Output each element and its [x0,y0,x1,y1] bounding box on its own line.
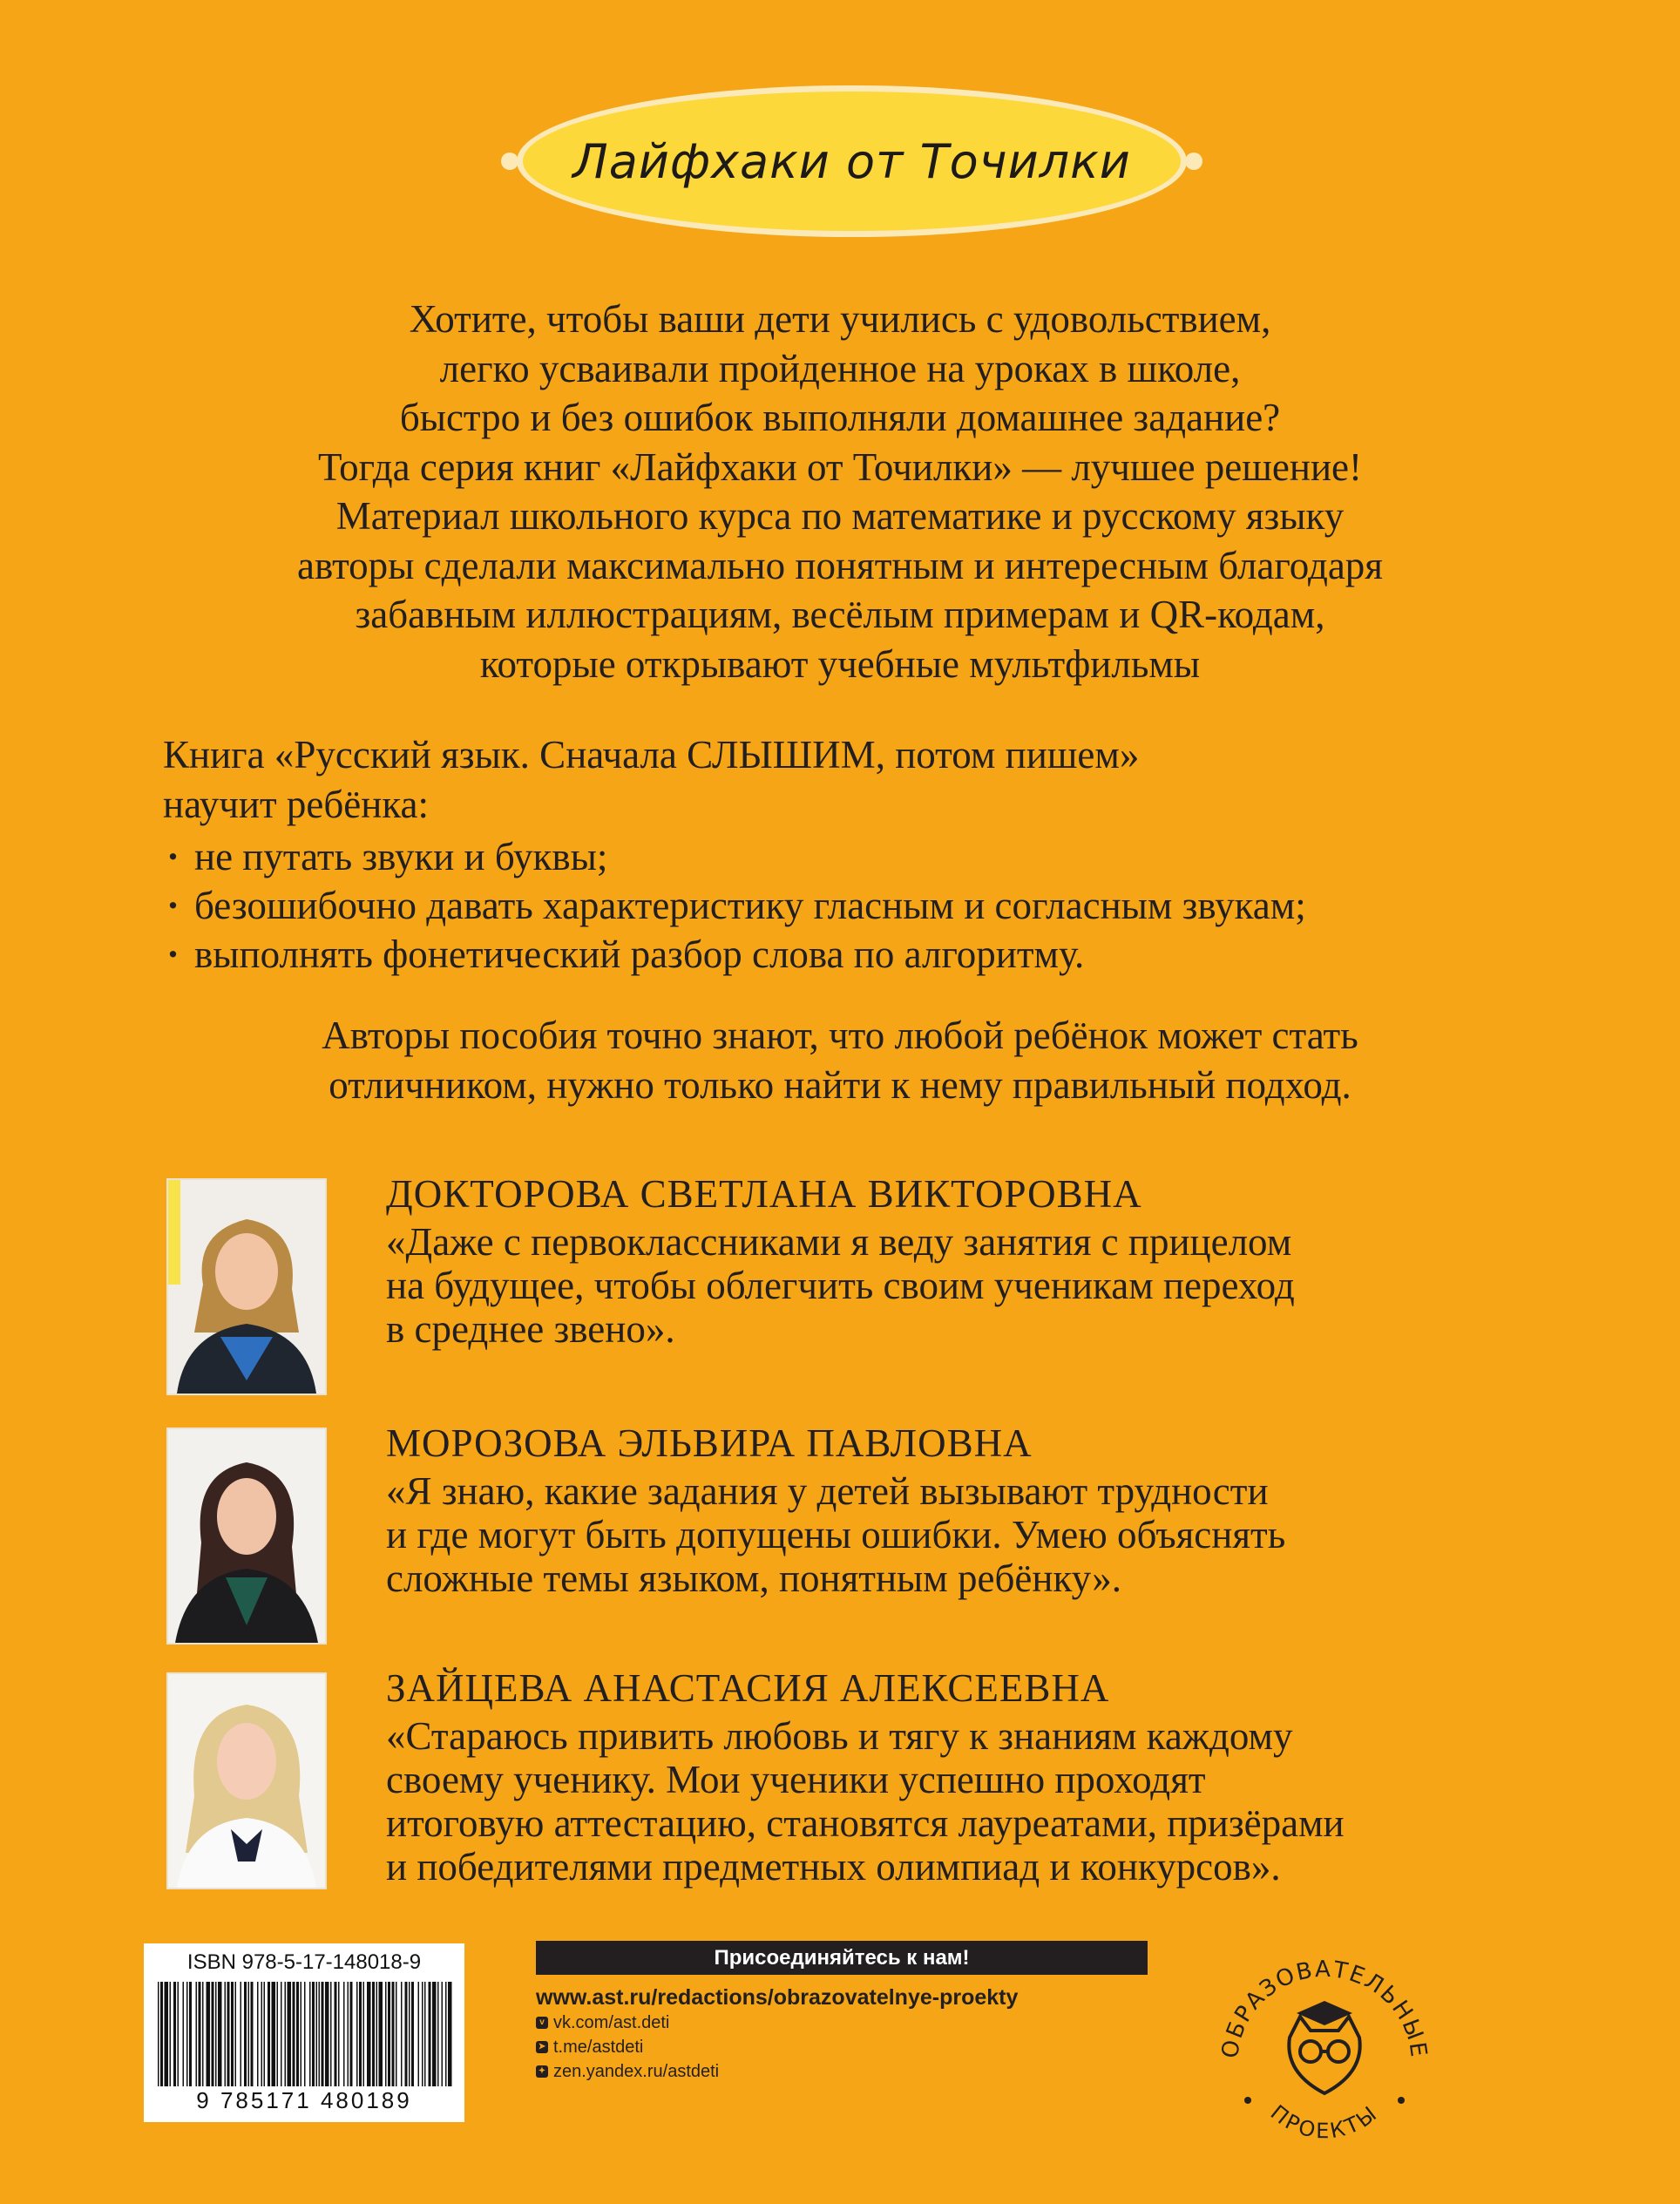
author-quote-line: и победителями предметных олимпиад и конкурсов». [386,1845,1281,1889]
barcode-bar [288,1982,292,2086]
skills-list-item: · безошибочно давать характеристику гласным и согласным звукам; [163,881,1306,930]
barcode-bar [429,1982,431,2086]
author-quote [386,1714,1345,1889]
barcode-bar [178,1982,180,2086]
intro-line: которые открывают учебные мультфильмы [479,641,1201,686]
author-quote-line: сложные темы языком, понятным ребёнку». [386,1556,1122,1600]
barcode-bar [173,1982,176,2086]
author-quote-line: на будущее, чтобы облегчить своим ученикам переход [386,1264,1295,1307]
author-quote-line: и где могут быть допущены ошибки. Умею объяснять [386,1513,1286,1556]
barcode-bar [348,1982,349,2086]
barcode-bar [212,1982,214,2086]
logo-bottom-text: ПРОЕКТЫ [1265,2099,1384,2144]
barcode-bar [261,1982,263,2086]
social-link-text: zen.yandex.ru/astdeti [553,2061,720,2081]
barcode-bar [437,1982,439,2086]
social-link-text: t.me/astdeti [553,2037,644,2057]
barcode-bar [418,1982,420,2086]
author-quote [386,1469,1285,1600]
author-entry [168,1421,1562,1643]
barcode-bar [322,1982,324,2086]
barcode-bar [325,1982,329,2086]
barcode-bar [293,1982,295,2086]
social-link-zen[interactable] [536,2059,1148,2084]
author-photo [168,1429,325,1643]
telegram-icon: ➤ [536,2041,548,2053]
barcode-bar [432,1982,437,2086]
book-description [163,730,1139,829]
barcode-bar [281,1982,282,2086]
author-entry [168,1172,1562,1394]
barcode-bar [248,1982,250,2086]
barcode-bar [343,1982,345,2086]
barcode-bar [356,1982,358,2086]
author-entry [168,1666,1562,1889]
barcode-bar [196,1982,198,2086]
barcode-bar [335,1982,337,2086]
intro-paragraph [131,295,1549,688]
barcode-bar [309,1982,311,2086]
author-name: ДОКТОРОВА СВЕТЛАНА ВИКТОРОВНА [386,1172,1142,1216]
educational-projects-logo [1202,1933,1446,2177]
barcode-bar [218,1982,222,2086]
barcode-bar [251,1982,254,2086]
vk-icon: v [536,2017,548,2029]
author-quote [386,1220,1295,1351]
author-portrait [168,1429,325,1643]
social-link-text: vk.com/ast.deti [553,2012,670,2032]
intro-line: Хотите, чтобы ваши дети учились с удовольствием, [409,297,1271,341]
barcode-bar [301,1982,302,2086]
isbn-barcode-box [144,1943,464,2122]
barcode-bar [359,1982,362,2086]
barcode-bar [367,1982,371,2086]
skills-list-item: · выполнять фонетический разбор слова по алгоритму. [163,930,1306,979]
barcode-bar [231,1982,234,2086]
series-title: Лайфхаки от Точилки [572,133,1131,189]
author-quote-line: «Стараюсь привить любовь и тягу к знаниям каждому [386,1714,1293,1758]
barcode-bar [170,1982,172,2086]
intro-line: Материал школьного курса по математике и русскому языку [335,494,1345,538]
skills-list-item: · не путать звуки и буквы; [163,832,1306,881]
barcode-bar [183,1982,185,2086]
barcode-bar [338,1982,340,2086]
barcode-bar [257,1982,259,2086]
book-title-line: Книга «Русский язык. Сначала СЛЫШИМ, потом пишем» [163,733,1140,776]
barcode-bar [296,1982,299,2086]
barcode-bar [207,1982,211,2086]
barcode-bar [319,1982,321,2086]
barcode-number: 9 785171 480189 [196,2087,412,2113]
barcode-bar [240,1982,242,2086]
barcode-bar [189,1982,192,2086]
barcode-bar [268,1982,270,2086]
barcode-bar [376,1982,378,2086]
barcode-bar [272,1982,276,2086]
isbn-label: ISBN 978-5-17-148018-9 [186,1950,422,1974]
author-quote-line: «Даже с первоклассниками я веду занятия с прицелом [386,1220,1292,1264]
barcode-bar [385,1982,387,2086]
barcode-bar [442,1982,444,2086]
barcode-bar [363,1982,365,2086]
barcode-bar [396,1982,397,2086]
social-links-block [536,1941,1148,2084]
zen-icon: ✦ [536,2065,548,2078]
conclusion-paragraph [131,1011,1549,1109]
barcode-bar [264,1982,266,2086]
author-quote-line: своему ученику. Мои ученики успешно проходят [386,1758,1206,1801]
barcode-bar [165,1982,169,2086]
barcode-bar [225,1982,227,2086]
decorative-dot-right [1185,153,1202,170]
barcode-bar [409,1982,410,2086]
barcode-bar [330,1982,332,2086]
author-quote-line: «Я знаю, какие задания у детей вызывают трудности [386,1469,1269,1513]
barcode-bar [405,1982,408,2086]
barcode-bar [304,1982,306,2086]
barcode-bar [285,1982,287,2086]
social-link-telegram[interactable] [536,2035,1148,2059]
social-link-vk[interactable] [536,2011,1148,2035]
author-name: ЗАЙЦЕВА АНАСТАСИЯ АЛЕКСЕЕВНА [386,1666,1110,1710]
barcode-bar [445,1982,447,2086]
conclusion-line: отличником, нужно только найти к нему правильный подход. [329,1062,1351,1107]
barcode-bar [160,1982,163,2086]
barcode-bar [411,1982,414,2086]
decorative-dot-left [501,153,518,170]
barcode-bar [158,1982,159,2086]
cat-icon [1289,2017,1359,2093]
website-link[interactable]: www.ast.ru/redactions/obrazovatelnye-proekty [536,1985,1019,2010]
barcode-bar [186,1982,188,2086]
intro-line: забавным иллюстрациям, весёлым примерам и QR-кодам, [355,593,1325,636]
barcode-bar [316,1982,318,2086]
barcode-bar [372,1982,375,2086]
barcode-bar [312,1982,315,2086]
barcode-bar [215,1982,217,2086]
author-photo [168,1180,325,1394]
barcode-bar [392,1982,395,2086]
join-us-banner: Присоединяйтесь к нам! [536,1941,1148,1975]
barcode-bar [379,1982,383,2086]
barcode-bar [350,1982,353,2086]
author-portrait [168,1674,325,1888]
author-name: МОРОЗОВА ЭЛЬВИРА ПАВЛОВНА [386,1421,1033,1465]
barcode-bar [244,1982,247,2086]
author-portrait [168,1180,325,1394]
intro-line: Тогда серия книг «Лайфхаки от Точилки» — лучшее решение! [317,444,1363,489]
book-intro-line: научит ребёнка: [163,782,429,826]
series-badge [523,92,1181,231]
intro-line: быстро и без ошибок выполняли домашнее задание? [399,396,1281,439]
author-quote-line: итоговую аттестацию, становятся лауреатами, призёрами [386,1801,1345,1845]
barcode [154,1982,454,2086]
barcode-bar [202,1982,204,2086]
barcode-bar [401,1982,403,2086]
barcode-bar [235,1982,237,2086]
barcode-bar [199,1982,201,2086]
svg-text:ПРОЕКТЫ [1266,2100,1384,2143]
author-photo [168,1674,325,1888]
skills-list [163,832,1306,979]
barcode-bar [422,1982,423,2086]
conclusion-line: Авторы пособия точно знают, что любой ребёнок может стать [322,1014,1358,1057]
author-quote-line: в среднее звено». [386,1307,675,1351]
barcode-bar [388,1982,390,2086]
barcode-bar [424,1982,426,2086]
intro-line: авторы сделали максимально понятным и интересным благодаря [296,543,1384,587]
barcode-bar [448,1982,452,2086]
intro-line: легко усваивали пройденное на уроках в школе, [439,346,1241,390]
barcode-bar [277,1982,279,2086]
barcode-bar [227,1982,230,2086]
logo-top-text: ОБРАЗОВАТЕЛЬНЫЕ [1216,1956,1433,2060]
